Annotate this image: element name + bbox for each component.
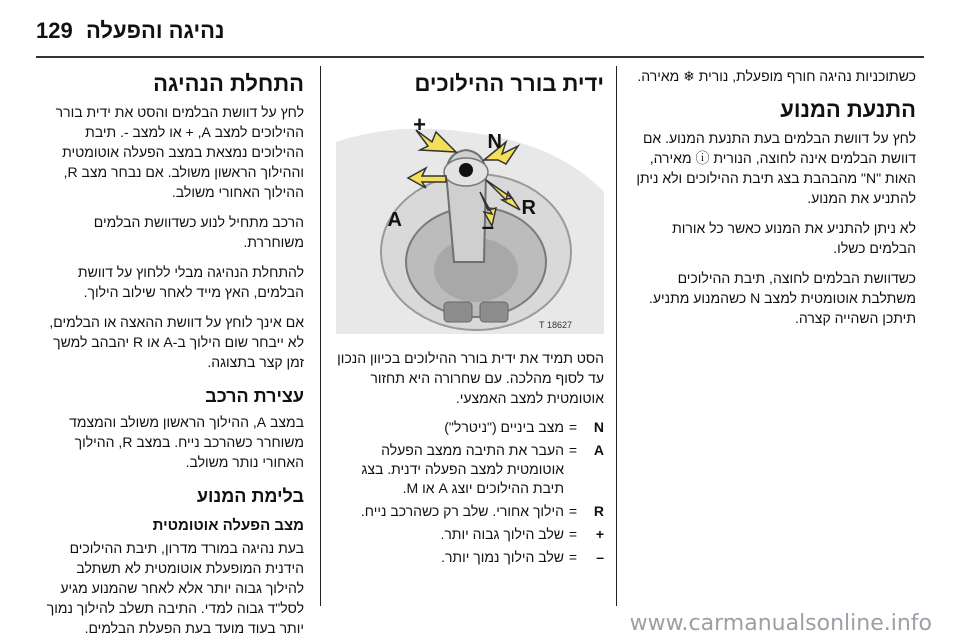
legend-equals: = <box>568 503 578 519</box>
paragraph: לא ניתן להתניע את המנוע כאשר כל אורות הבלמים כשלו. <box>672 220 916 256</box>
left-column <box>36 66 304 642</box>
selector-lever-illustration <box>336 102 604 334</box>
right-column <box>628 66 916 338</box>
legend-description: מצב ביניים ("ניטרל") <box>444 419 564 435</box>
column-divider <box>616 66 617 606</box>
column-divider <box>320 66 321 606</box>
legend-equals: = <box>568 526 578 542</box>
paragraph: לחץ על דוושת הבלמים והסט את ידית בורר ההילוכים למצב A, + או למצב -. תיבת ההילוכים נמצאת במצב הפעלה אוטומטית וההילוך הראשון משולב. אם נבחר מצב R, ההילוך האחורי משולב. <box>55 104 304 200</box>
legend-equals: = <box>568 442 578 458</box>
legend-equals: = <box>568 549 578 565</box>
legend-symbol: R <box>593 503 604 519</box>
figure-code: 18627 T <box>538 320 572 330</box>
legend-description: שלב הילוך נמוך יותר. <box>441 549 564 565</box>
middle-column <box>336 66 604 571</box>
legend-description: העבר את התיבה ממצב הפעלה אוטומטית למצב הפעלה ידנית. בצג תיבת ההילוכים יוצג A או M. <box>361 442 564 496</box>
console-button <box>444 302 472 322</box>
lever-position-legend <box>336 418 604 571</box>
paragraph: לחץ על דוושת הבלמים בעת התנעת המנוע. אם דוושת הבלמים אינה לחוצה, הנורית ⓘ מאירה, האות "N" מהבהבת בצג תיבת ההילוכים ולא ניתן להתניע את המנוע. <box>636 130 916 206</box>
label-plus: + <box>413 112 426 137</box>
section-title-engine-start: התנעת המנוע <box>780 97 916 122</box>
label-a: A <box>387 209 402 231</box>
paragraph: אם אינך לוחץ על דוושת ההאצה או הבלמים, לא ייבחר שום הילוך ב-A או R יהבהב למשך זמן קצר בתצוגה. <box>49 314 304 370</box>
subsection-title-stopping: עצירת הרכב <box>205 386 304 406</box>
legend-symbol: – <box>596 549 604 565</box>
legend-equals: = <box>568 419 578 435</box>
watermark: www.carmanualsonline.info <box>629 611 932 636</box>
legend-symbol: A <box>593 442 604 458</box>
figure-caption: הסט תמיד את ידית בורר ההילוכים בכיוון הנכון עד לסוף מהלכה. עם שחרורה היא תחזור אוטומטית למצב האמצעי. <box>337 350 604 406</box>
paragraph: כשדוושת הבלמים לחוצה, תיבת ההילוכים משתלבת אוטומטית למצב N כשהמנוע מתניע. תיתכן השהייה קצרה. <box>648 270 916 326</box>
legend-symbol: + <box>595 526 604 542</box>
selector-lever-figure <box>336 102 604 334</box>
legend-row <box>336 548 604 571</box>
section-title-selector-lever: ידית בורר ההילוכים <box>414 71 604 96</box>
legend-row <box>336 441 604 502</box>
page-header <box>0 0 960 60</box>
section-title-drive-off: התחלת הנהיגה <box>153 71 304 96</box>
legend-row <box>336 418 604 441</box>
console-button <box>480 302 508 322</box>
subsection-title-automatic-mode: מצב הפעלה אוטומטית <box>152 517 304 534</box>
lever-center-dot <box>459 163 473 177</box>
paragraph: בעת נהיגה במורד מדרון, תיבת ההילוכים הידנית המופעלת אוטומטית לא תשתלב להילוך גבוה יותר אלא לאחר שהמנוע מגיע לסל"ד גבוה למדי. התיבה תשלב להילוך נמוך יותר בעוד מועד בעת הפעלת הבלמים. <box>46 540 304 636</box>
subsection-title-engine-braking: בלימת המנוע <box>196 486 304 506</box>
legend-row <box>336 525 604 548</box>
label-minus: – <box>481 214 494 239</box>
header-title: נהיגה והפעלה <box>86 18 225 43</box>
legend-description: שלב הילוך גבוה יותר. <box>440 526 564 542</box>
winter-mode-note: כשתוכניות נהיגה חורף מופעלת, נורית ❄ מאירה. <box>637 68 916 84</box>
legend-description: הילוך אחורי. שלב רק כשהרכב נייח. <box>360 503 564 519</box>
legend-row <box>336 502 604 525</box>
paragraph: להתחלת הנהיגה מבלי ללחוץ על דוושת הבלמים, האץ מייד לאחר שילוב הילוך. <box>77 264 304 300</box>
legend-symbol: N <box>593 419 604 435</box>
label-n: N <box>487 131 502 153</box>
paragraph: במצב A, ההילוך הראשון משולב והמצמד משוחרר כשהרכב נייח. במצב R, ההילוך האחורי נותר משולב. <box>69 414 304 470</box>
page-number: 129 <box>36 18 73 43</box>
label-r: R <box>521 197 536 219</box>
header-rule <box>36 56 924 58</box>
paragraph: הרכב מתחיל לנוע כשדוושת הבלמים משוחררת. <box>93 214 304 250</box>
